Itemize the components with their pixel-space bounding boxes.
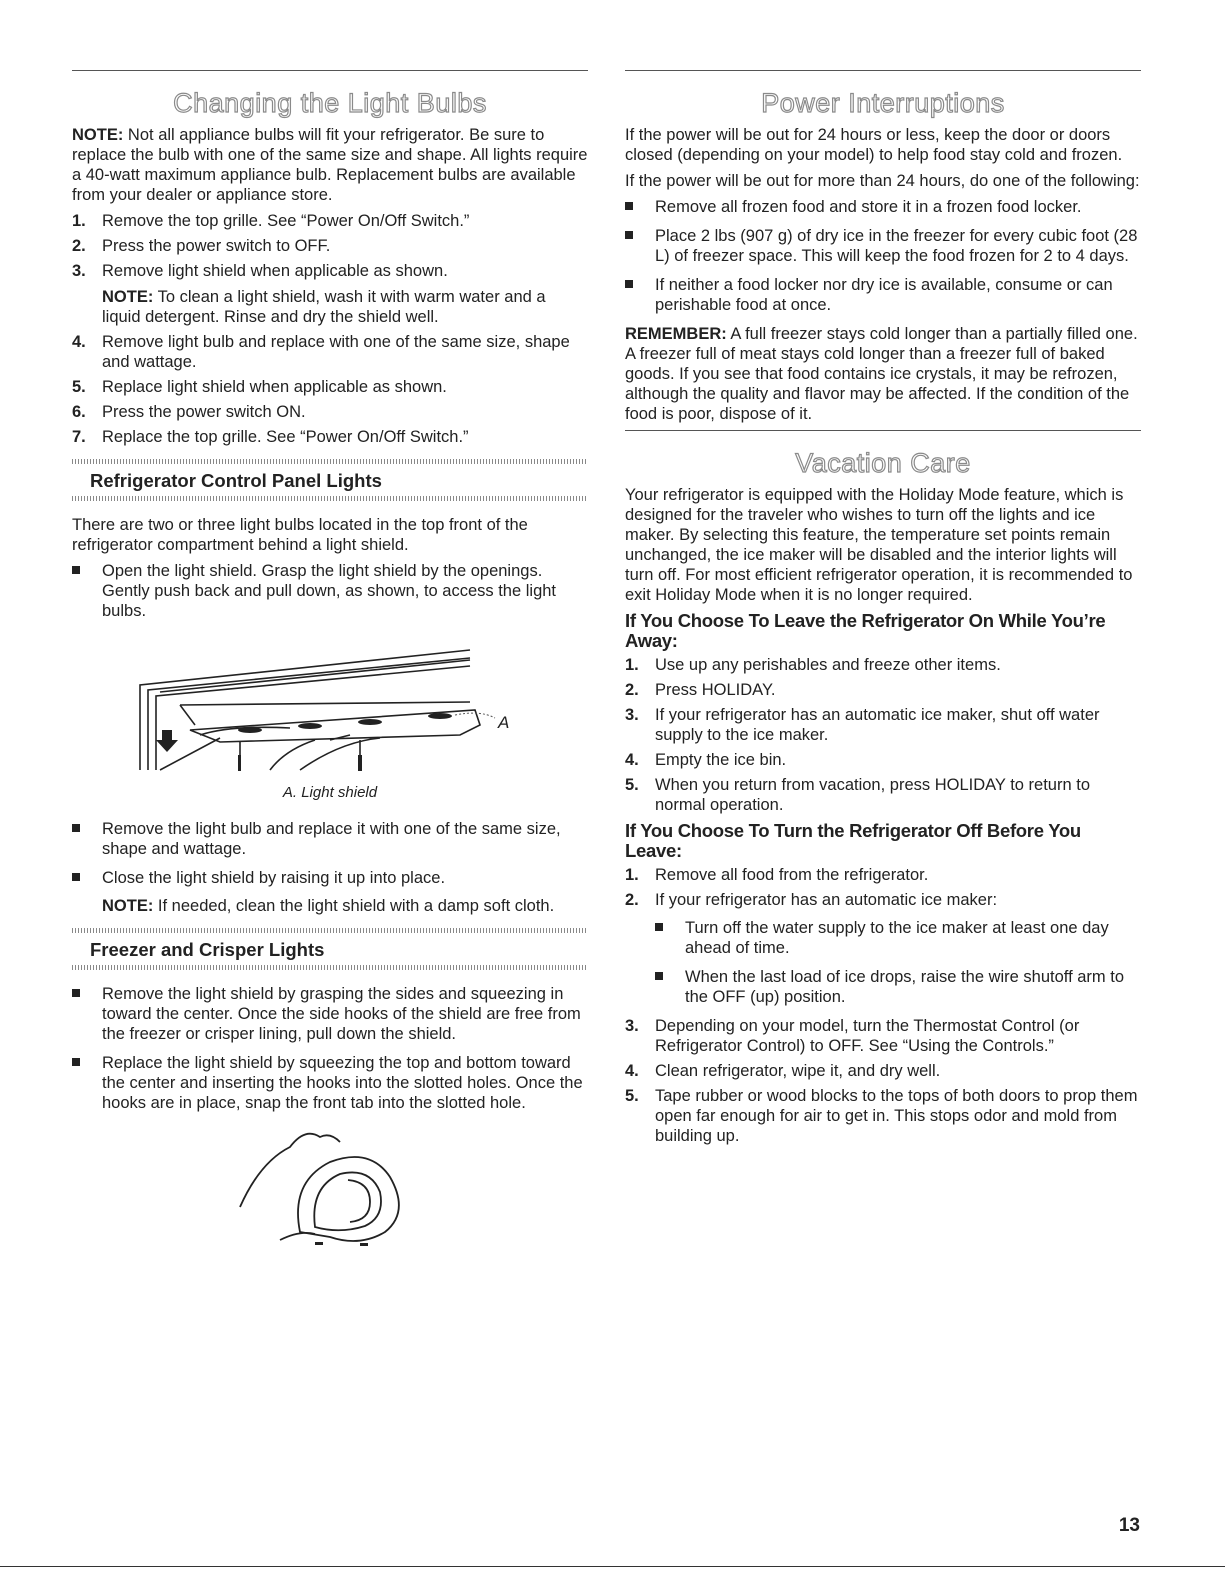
bullet-text: If neither a food locker nor dry ice is available, consume or can perishable food at once. [655, 276, 1113, 314]
step-text: Replace the top grille. See “Power On/Off Switch.” [102, 428, 469, 446]
square-bullet-icon [72, 873, 80, 881]
step-text: Press HOLIDAY. [655, 681, 776, 699]
step-number: 3. [72, 262, 86, 280]
note-label: NOTE: [72, 126, 124, 144]
bullet-text: Place 2 lbs (907 g) of dry ice in the freezer for every cubic foot (28 L) of freezer space. This will keep the food frozen for 2 to 4 days. [655, 227, 1138, 265]
figure-label-a: A [498, 713, 510, 732]
section-rule [72, 70, 588, 71]
square-bullet-icon [655, 972, 663, 980]
step-number: 5. [625, 1087, 639, 1105]
step-number: 5. [72, 378, 86, 396]
section-rule [625, 430, 1141, 431]
list-item [72, 868, 588, 916]
list-item [625, 1086, 1141, 1146]
note-label: NOTE: [102, 897, 154, 915]
subheading-freezer-crisper-lights [72, 928, 588, 970]
list-item [625, 680, 1141, 700]
step-number: 4. [625, 751, 639, 769]
freezer-bullets [72, 984, 588, 1113]
square-bullet-icon [72, 566, 80, 574]
square-bullet-icon [72, 824, 80, 832]
leave-on-steps [625, 655, 1141, 815]
leave-on-heading: If You Choose To Leave the Refrigerator On While You’re Away: [625, 610, 1106, 651]
power-bullets [625, 197, 1141, 315]
vacation-paragraph: Your refrigerator is equipped with the Holiday Mode feature, which is designed for the traveler who wishes to turn off the lights and ice maker. By selecting this feature, the temperature set points remain unchanged, the ice maker will be disabled and the interior lights will turn off. For most efficient refrigerator operation, it is recommended to exit Holiday Mode when it is no longer required. [625, 486, 1133, 604]
note-text: If needed, clean the light shield with a damp soft cloth. [153, 897, 555, 915]
list-item [625, 655, 1141, 675]
step-text: If your refrigerator has an automatic ice maker: [655, 891, 998, 909]
step-number: 5. [625, 776, 639, 794]
step-number: 2. [625, 891, 639, 909]
crisper-light-shield-illustration [220, 1122, 440, 1247]
list-item [625, 1061, 1141, 1081]
remember-paragraph [625, 324, 1141, 424]
step-number: 4. [625, 1062, 639, 1080]
step-number: 4. [72, 333, 86, 351]
left-column [72, 70, 588, 1247]
bullet-text: Turn off the water supply to the ice maker at least one day ahead of time. [685, 919, 1109, 957]
step-text: Press the power switch to OFF. [102, 237, 331, 255]
square-bullet-icon [625, 202, 633, 210]
step-number: 6. [72, 403, 86, 421]
list-item [72, 211, 588, 231]
list-item [72, 261, 588, 327]
turn-off-heading: If You Choose To Turn the Refrigerator Off Before You Leave: [625, 820, 1081, 861]
icemaker-bullets [655, 918, 1141, 1007]
subheading-text: Freezer and Crisper Lights [90, 939, 325, 960]
bullet-text: When the last load of ice drops, raise the wire shutoff arm to the OFF (up) position. [685, 968, 1124, 1006]
panel-bullets-b [72, 819, 588, 916]
bullet-text: Remove the light shield by grasping the sides and squeezing in toward the center. Once the side hooks of the shield are free from the freezer or crisper lining, pull down the shield. [102, 985, 581, 1043]
list-item [655, 918, 1141, 958]
right-column [625, 70, 1141, 1151]
turn-off-steps [625, 865, 1141, 1146]
step-note [102, 287, 588, 327]
bulb-steps-list [72, 211, 588, 447]
figure-caption: A. Light shield [282, 784, 378, 801]
note-label: NOTE: [102, 288, 154, 306]
square-bullet-icon [625, 231, 633, 239]
list-item [625, 1016, 1141, 1056]
step-number: 1. [625, 866, 639, 884]
list-item [72, 819, 588, 859]
section-title-light-bulbs: Changing the Light Bulbs [173, 88, 487, 118]
list-item [72, 427, 588, 447]
step-number: 3. [625, 706, 639, 724]
step-text: Tape rubber or wood blocks to the tops of both doors to prop them open far enough for air to get in. This stops odor and mold from building up. [655, 1087, 1138, 1145]
list-item [625, 705, 1141, 745]
step-text: Remove the top grille. See “Power On/Off Switch.” [102, 212, 470, 230]
step-text: Press the power switch ON. [102, 403, 306, 421]
list-item [625, 197, 1141, 217]
note-text: Not all appliance bulbs will fit your refrigerator. Be sure to replace the bulb with one of the same size and shape. All lights require a 40-watt maximum appliance bulb. Replacement bulbs are available from your dealer or appliance store. [72, 126, 588, 204]
step-text: Clean refrigerator, wipe it, and dry well. [655, 1062, 941, 1080]
section-title-vacation-care: Vacation Care [795, 448, 971, 478]
step-text: Remove all food from the refrigerator. [655, 866, 929, 884]
list-item [72, 236, 588, 256]
step-text: Empty the ice bin. [655, 751, 787, 769]
step-text: Replace light shield when applicable as shown. [102, 378, 447, 396]
list-item [625, 890, 1141, 1007]
bullet-text: Close the light shield by raising it up into place. [102, 869, 446, 887]
list-item [625, 226, 1141, 266]
power-paragraph-2: If the power will be out for more than 24 hours, do one of the following: [625, 172, 1140, 190]
light-shield-illustration [120, 630, 540, 780]
remember-label: REMEMBER: [625, 325, 727, 343]
list-item [72, 561, 588, 621]
square-bullet-icon [72, 989, 80, 997]
subheading-text: Refrigerator Control Panel Lights [90, 470, 382, 491]
list-item [72, 377, 588, 397]
step-number: 2. [625, 681, 639, 699]
section-title-power-interruptions: Power Interruptions [761, 88, 1005, 118]
step-text: Remove light bulb and replace with one of the same size, shape and wattage. [102, 333, 570, 371]
list-item [72, 402, 588, 422]
hatch-divider [72, 965, 588, 970]
step-text: Depending on your model, turn the Thermostat Control (or Refrigerator Control) to OFF. See “Using the Controls.” [655, 1017, 1080, 1055]
list-item [72, 1053, 588, 1113]
step-text: Remove light shield when applicable as shown. [102, 262, 448, 280]
remember-text: A full freezer stays cold longer than a partially filled one. A freezer full of meat stays cold longer than a freezer full of baked goods. If you see that food contains ice crystals, it may be refrozen, although the quality and flavor may be affected. If the condition of the food is poor, dispose of it. [625, 325, 1138, 423]
panel-intro: There are two or three light bulbs located in the top front of the refrigerator compartment behind a light shield. [72, 516, 528, 554]
bullet-text: Remove all frozen food and store it in a frozen food locker. [655, 198, 1082, 216]
note-paragraph [72, 125, 588, 205]
step-text: When you return from vacation, press HOLIDAY to return to normal operation. [655, 776, 1090, 814]
page-bottom-rule [0, 1566, 1225, 1567]
bullet-text: Open the light shield. Grasp the light shield by the openings. Gently push back and pull down, as shown, to access the light bulbs. [102, 562, 557, 620]
step-number: 1. [72, 212, 86, 230]
step-number: 7. [72, 428, 86, 446]
list-item [625, 775, 1141, 815]
square-bullet-icon [655, 923, 663, 931]
section-rule [625, 70, 1141, 71]
power-paragraph-1: If the power will be out for 24 hours or less, keep the door or doors closed (depending on your model) to help food stay cold and frozen. [625, 126, 1123, 164]
panel-bullets-a [72, 561, 588, 621]
list-item [625, 275, 1141, 315]
step-number: 1. [625, 656, 639, 674]
step-text: If your refrigerator has an automatic ice maker, shut off water supply to the ice maker. [655, 706, 1100, 744]
bullet-note [102, 896, 588, 916]
list-item [655, 967, 1141, 1007]
list-item [72, 332, 588, 372]
square-bullet-icon [72, 1058, 80, 1066]
list-item [72, 984, 588, 1044]
square-bullet-icon [625, 280, 633, 288]
bullet-text: Remove the light bulb and replace it with one of the same size, shape and wattage. [102, 820, 561, 858]
step-number: 3. [625, 1017, 639, 1035]
list-item [625, 750, 1141, 770]
subheading-control-panel-lights [72, 459, 588, 501]
hatch-divider [72, 496, 588, 501]
list-item [625, 865, 1141, 885]
step-text: Use up any perishables and freeze other items. [655, 656, 1001, 674]
page-number: 13 [1118, 1515, 1140, 1536]
note-text: To clean a light shield, wash it with warm water and a liquid detergent. Rinse and dry the shield well. [102, 288, 546, 326]
bullet-text: Replace the light shield by squeezing the top and bottom toward the center and inserting the hooks into the slotted holes. Once the hooks are in place, snap the front tab into the slotted hole. [102, 1054, 583, 1112]
step-number: 2. [72, 237, 86, 255]
